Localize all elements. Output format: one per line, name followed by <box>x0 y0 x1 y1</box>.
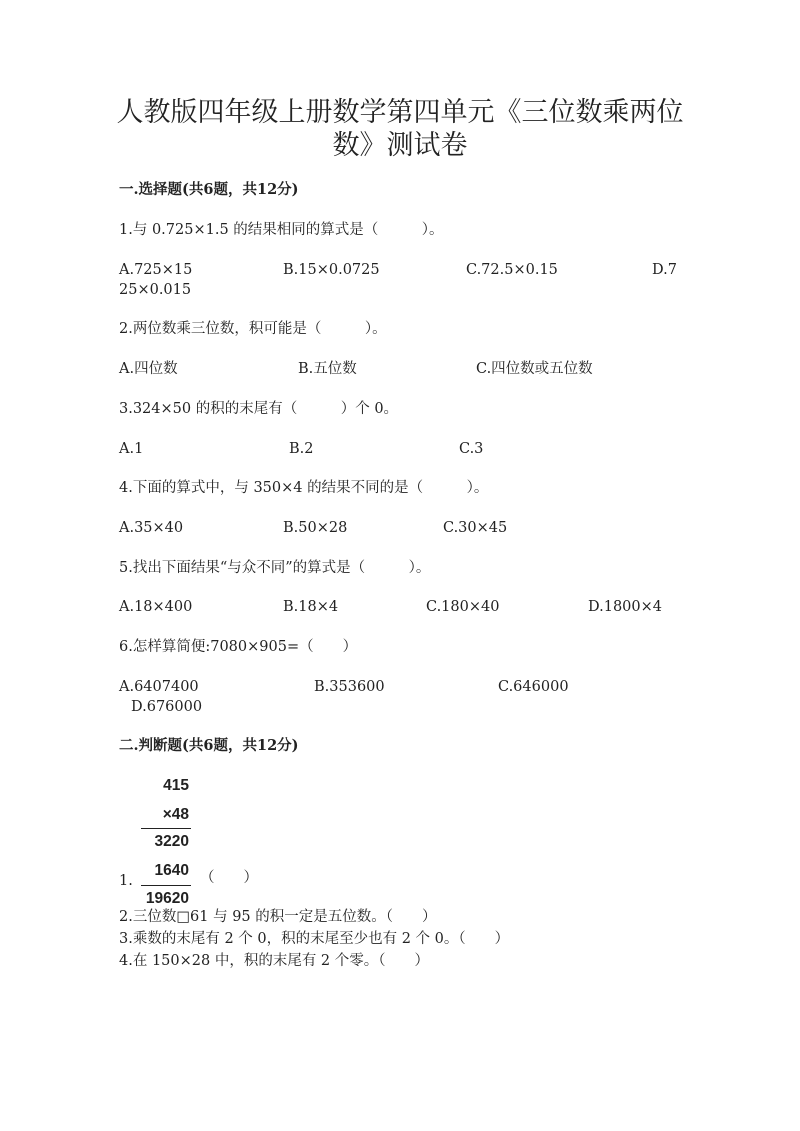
question-5-option-b: B.18×4 <box>283 599 339 615</box>
question-2-option-a: A.四位数 <box>119 361 178 377</box>
question-1-option-a: A.725×15 <box>119 262 193 278</box>
page-title-line-2: 数》测试卷 <box>332 130 468 161</box>
question-1-stem: 1.与 0.725×1.5 的结果相同的算式是（ ）。 <box>119 222 444 238</box>
question-3-option-a: A.1 <box>119 441 144 457</box>
judgement-1-number: 1. <box>119 873 133 889</box>
question-1-option-d: D.7 <box>652 262 677 278</box>
judgement-4: 4.在 150×28 中，积的末尾有 2 个零。（ ） <box>119 953 430 969</box>
question-3-option-b: B.2 <box>289 441 314 457</box>
judgement-3: 3.乘数的末尾有 2 个 0，积的末尾至少也有 2 个 0。（ ） <box>119 931 510 947</box>
question-1-option-c: C.72.5×0.15 <box>466 262 558 278</box>
question-6-option-a: A.6407400 <box>119 679 199 695</box>
section-heading-choice: 一.选择题(共6题，共12分) <box>119 181 299 198</box>
question-5-stem: 5.找出下面结果“与众不同”的算式是（ ）。 <box>119 560 431 576</box>
question-4-stem: 4.下面的算式中，与 350×4 的结果不同的是（ ）。 <box>119 480 489 496</box>
question-3-option-c: C.3 <box>459 441 484 457</box>
question-6-option-b: B.353600 <box>314 679 385 695</box>
question-5-option-a: A.18×400 <box>119 599 193 615</box>
judgement-1-blank: （ ） <box>200 870 258 886</box>
question-6-option-d: D.676000 <box>131 699 203 715</box>
vertical-calc-row-1: 415 <box>163 777 189 794</box>
question-1-option-b: B.15×0.0725 <box>283 262 380 278</box>
question-5-option-d: D.1800×4 <box>588 599 662 615</box>
vertical-calc-divider-2 <box>141 885 191 886</box>
question-3-stem: 3.324×50 的积的末尾有（ ）个 0。 <box>119 401 399 417</box>
vertical-calc-divider-1 <box>141 828 191 829</box>
judgement-2: 2.三位数□61 与 95 的积一定是五位数。（ ） <box>119 909 437 925</box>
page-title-line-1: 人教版四年级上册数学第四单元《三位数乘两位 <box>116 97 684 128</box>
vertical-calc-row-2: ×48 <box>162 806 189 823</box>
question-6-stem: 6.怎样算简便:7080×905=（ ） <box>119 639 358 655</box>
vertical-calc-row-3: 3220 <box>154 833 189 850</box>
question-4-option-c: C.30×45 <box>443 520 508 536</box>
vertical-calc-row-4: 1640 <box>154 862 189 879</box>
question-6-option-c: C.646000 <box>498 679 569 695</box>
question-5-option-c: C.180×40 <box>426 599 500 615</box>
question-4-option-b: B.50×28 <box>283 520 348 536</box>
question-2-stem: 2.两位数乘三位数，积可能是（ ）。 <box>119 321 387 337</box>
question-2-option-c: C.四位数或五位数 <box>476 361 593 377</box>
question-1-option-d-continued: 25×0.015 <box>119 282 192 298</box>
vertical-calc-row-5: 19620 <box>145 890 189 907</box>
section-heading-judgement: 二.判断题(共6题，共12分) <box>119 737 299 754</box>
question-2-option-b: B.五位数 <box>298 361 357 377</box>
question-4-option-a: A.35×40 <box>119 520 184 536</box>
